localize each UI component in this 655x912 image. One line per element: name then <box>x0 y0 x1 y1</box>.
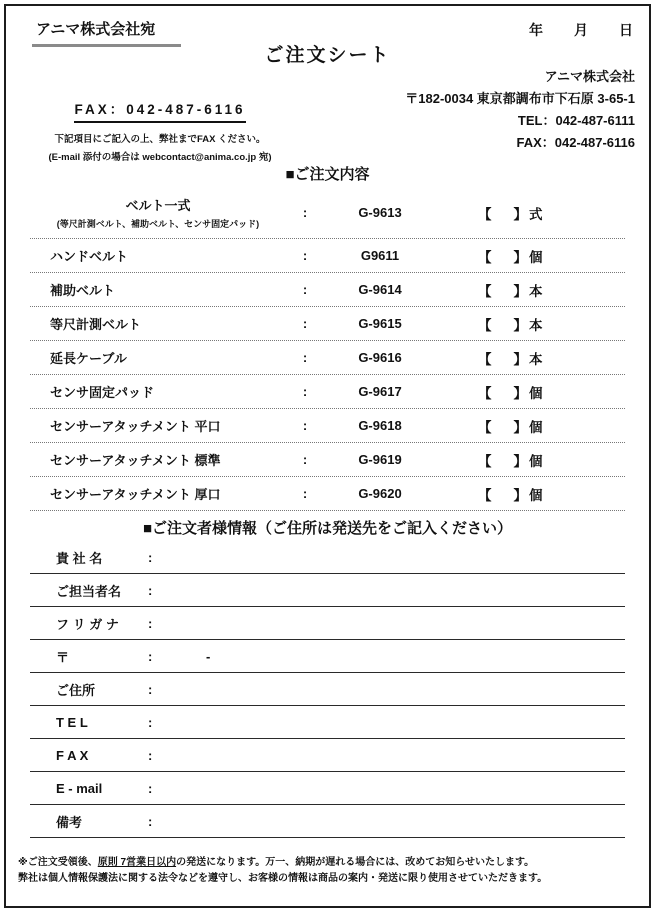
bracket-open: 【 <box>478 283 492 299</box>
item-unit: 個 <box>529 487 543 503</box>
quantity-input-area[interactable] <box>492 251 514 265</box>
field-label-remarks: 備考 <box>56 814 83 830</box>
date-day-label: 日 <box>619 22 633 38</box>
item-quantity <box>436 382 625 402</box>
item-label: 補助ベルト <box>50 283 116 298</box>
colon-separator: : <box>148 813 153 829</box>
colon-separator: : <box>148 549 153 565</box>
item-label: センサーアタッチメント 標準 <box>50 453 221 468</box>
order-item-row <box>30 239 625 273</box>
colon-separator: : <box>148 648 153 664</box>
shipping-note <box>18 855 639 871</box>
fax-number: FAX：042-487-6116 <box>74 98 245 123</box>
colon-separator: : <box>148 615 153 631</box>
colon-separator: : <box>302 350 308 365</box>
shipping-note-suffix: の発送になります。万一、納期が遅れる場合には、改めてお知らせいたします。 <box>176 857 535 868</box>
company-fax: FAX：042-487-6116 <box>516 135 635 150</box>
customer-field-row <box>30 772 625 805</box>
bracket-close: 】 <box>513 249 527 265</box>
item-label: センサ固定パッド <box>50 385 155 400</box>
colon-separator: : <box>148 714 153 730</box>
colon-separator: : <box>148 681 153 697</box>
bracket-close: 】 <box>513 283 527 299</box>
colon-separator: : <box>302 486 308 501</box>
customer-field-row <box>30 574 625 607</box>
item-unit: 個 <box>529 419 543 435</box>
page-title: ご注文シート <box>264 45 391 66</box>
item-code: G-9615 <box>358 316 402 331</box>
date-month-label: 月 <box>574 22 588 38</box>
customer-field-row <box>30 706 625 739</box>
item-quantity <box>436 280 625 300</box>
quantity-input-area[interactable] <box>492 489 514 503</box>
item-code: G-9618 <box>358 418 402 433</box>
footer-notes <box>18 855 639 887</box>
item-quantity <box>436 450 625 470</box>
quantity-input-area[interactable] <box>492 387 514 401</box>
customer-field-row <box>30 673 625 706</box>
quantity-input-area[interactable] <box>492 208 514 222</box>
field-value-postal-code[interactable]: - <box>206 648 211 664</box>
item-unit: 本 <box>529 283 543 299</box>
bracket-open: 【 <box>478 385 492 401</box>
colon-separator: : <box>302 282 308 297</box>
quantity-input-area[interactable] <box>492 319 514 333</box>
field-label-fax: F A X <box>56 747 89 763</box>
bracket-open: 【 <box>478 206 492 222</box>
item-unit: 本 <box>529 351 543 367</box>
item-code: G-9614 <box>358 282 402 297</box>
bracket-close: 】 <box>513 419 527 435</box>
bracket-open: 【 <box>478 249 492 265</box>
item-unit: 個 <box>529 453 543 469</box>
item-unit: 本 <box>529 317 543 333</box>
colon-separator: : <box>302 316 308 331</box>
order-section-heading: ■ご注文内容 <box>285 166 370 183</box>
order-item-row <box>30 273 625 307</box>
item-code: G-9616 <box>358 350 402 365</box>
colon-separator: : <box>148 582 153 598</box>
item-code: G-9617 <box>358 384 402 399</box>
colon-separator: : <box>302 418 308 433</box>
item-quantity <box>436 484 625 504</box>
bracket-open: 【 <box>478 317 492 333</box>
item-unit: 個 <box>529 385 543 401</box>
order-sheet <box>4 4 651 908</box>
quantity-input-area[interactable] <box>492 353 514 367</box>
item-quantity <box>436 246 625 266</box>
privacy-note: 弊社は個人情報保護法に関する法令などを遵守し、お客様の情報は商品の案内・発送に限り使用させていただきます。 <box>18 873 548 884</box>
field-label-email: E - mail <box>56 780 103 796</box>
item-sublabel: (等尺計測ベルト、補助ベルト、センサ固定パッド) <box>56 219 260 229</box>
customer-field-row <box>30 805 625 838</box>
bracket-open: 【 <box>478 351 492 367</box>
item-label: センサーアタッチメント 平口 <box>50 419 221 434</box>
item-code: G-9620 <box>358 486 402 501</box>
company-info <box>405 66 635 154</box>
field-label-contact: ご担当者名 <box>56 583 122 599</box>
colon-separator: : <box>148 780 153 796</box>
field-label-address: ご住所 <box>56 682 96 698</box>
bracket-open: 【 <box>478 453 492 469</box>
bracket-close: 】 <box>513 351 527 367</box>
item-quantity <box>436 416 625 436</box>
quantity-input-area[interactable] <box>492 455 514 469</box>
item-label: 延長ケーブル <box>50 351 127 366</box>
colon-separator: : <box>302 205 308 220</box>
customer-field-row <box>30 739 625 772</box>
order-items-table <box>30 187 625 511</box>
company-tel: TEL：042-487-6111 <box>517 113 635 128</box>
customer-field-row <box>30 541 625 574</box>
customer-field-row <box>30 640 625 673</box>
bracket-close: 】 <box>513 385 527 401</box>
item-label-group <box>30 195 286 230</box>
colon-separator: : <box>148 747 153 763</box>
bracket-open: 【 <box>478 419 492 435</box>
recipient-name: アニマ株式会社宛 <box>32 16 181 47</box>
item-code: G-9619 <box>358 452 402 467</box>
fax-instructions <box>40 98 280 163</box>
item-label: 等尺計測ベルト <box>50 317 142 332</box>
order-item-row <box>30 443 625 477</box>
quantity-input-area[interactable] <box>492 421 514 435</box>
date-fields <box>529 20 633 40</box>
order-item-row <box>30 307 625 341</box>
item-unit: 式 <box>529 206 543 222</box>
order-item-row <box>30 409 625 443</box>
company-name: アニマ株式会社 <box>544 69 635 84</box>
bracket-open: 【 <box>478 487 492 503</box>
customer-field-row <box>30 607 625 640</box>
item-unit: 個 <box>529 249 543 265</box>
item-label: ベルト一式 <box>125 198 191 213</box>
item-label: センサーアタッチメント 厚口 <box>50 487 221 502</box>
customer-section-heading: ■ご注文者様情報（ご住所は発送先をご記入ください） <box>142 520 513 537</box>
order-item-row <box>30 375 625 409</box>
fax-instruction-2: (E-mail 添付の場合は webcontact@anima.co.jp 宛) <box>48 152 272 163</box>
field-label-furigana: フ リ ガ ナ <box>56 616 119 632</box>
item-quantity <box>436 348 625 368</box>
bracket-close: 】 <box>513 453 527 469</box>
quantity-input-area[interactable] <box>492 285 514 299</box>
item-code: G-9613 <box>358 205 402 220</box>
colon-separator: : <box>302 452 308 467</box>
fax-instruction-1: 下記項目にご記入の上、弊社までFAX ください。 <box>54 134 266 145</box>
bracket-close: 】 <box>513 206 527 222</box>
order-item-row <box>30 341 625 375</box>
colon-separator: : <box>302 384 308 399</box>
item-quantity <box>436 203 625 223</box>
order-item-row <box>30 187 625 239</box>
item-label: ハンドベルト <box>50 249 129 264</box>
shipping-note-prefix: ※ご注文受領後、 <box>18 857 98 868</box>
bracket-close: 】 <box>513 487 527 503</box>
company-address: 〒182-0034 東京都調布市下石原 3-65-1 <box>405 91 635 106</box>
shipping-note-underlined: 原則 7営業日以内 <box>97 857 177 868</box>
item-code: G9611 <box>360 248 400 263</box>
field-label-tel: T E L <box>56 714 88 730</box>
bracket-close: 】 <box>513 317 527 333</box>
customer-info-table <box>30 541 625 838</box>
order-item-row <box>30 477 625 511</box>
date-year-label: 年 <box>529 22 543 38</box>
item-quantity <box>436 314 625 334</box>
field-label-company: 貴 社 名 <box>56 550 103 566</box>
field-label-postal-code: 〒 <box>56 649 70 665</box>
colon-separator: : <box>302 248 308 263</box>
